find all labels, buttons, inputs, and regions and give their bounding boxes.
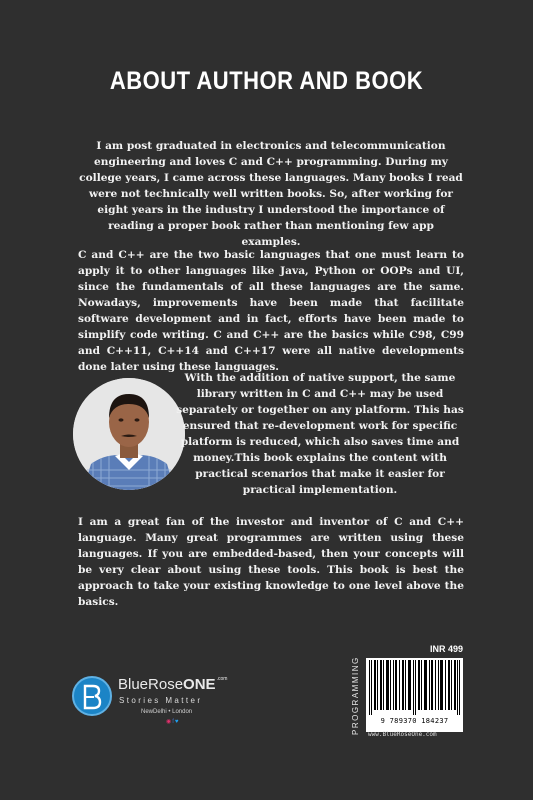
publisher-trademark: .com xyxy=(216,676,228,682)
page-title: ABOUT AUTHOR AND BOOK xyxy=(109,66,424,95)
publisher-name-part1: BlueRose xyxy=(118,676,184,693)
publisher-cities: NewDelhi • London xyxy=(141,709,193,715)
paragraph-native-support: With the addition of native support, the same library written in C and C++ may be used separately or together on any platform. This has ensured that re-development work for specific platform is reduced, which also saves time and money.This book explains the content with practical scenarios that make it easier for practical implementation. xyxy=(176,372,464,496)
publisher-tagline: Stories Matter xyxy=(119,696,203,705)
author-photo xyxy=(73,378,185,490)
social-icons xyxy=(166,718,179,725)
publisher-logo-icon xyxy=(72,676,112,716)
publisher-website: www.BlueRoseOne.com xyxy=(368,731,437,738)
paragraph-languages: C and C++ are the two basic languages that one must learn to apply it to other languages like Java, Python or OOPs and UI, since the fundamentals of all these languages are the same. Nowadays, improvements have been made that facilitate software development and in fact, efforts have been made to simplify code writing. C and C++ are the basics while C98, C99 and C++11, C++14 and C++17 were all native developments done later using these languages. xyxy=(78,249,464,373)
paragraph-closing: I am a great fan of the investor and inventor of C and C++ language. Many great programmes are written using these languages. If you are embedded-based, then your concepts will be very clear about using these tools. This book is best the approach to take your existing knowledge to one level above the basics. xyxy=(78,516,464,608)
isbn-number: 9 789370 184237 xyxy=(380,717,449,725)
publisher-name-part2: ONE xyxy=(183,676,216,693)
publisher-name xyxy=(118,676,227,693)
paragraph-author-intro: I am post graduated in electronics and telecommunication engineering and loves C and C++ programming. During my college years, I came across these languages. Many books I read were not technically well written books. So, after working for eight years in the industry I understood the importance of reading a proper book rather than mentioning few app examples. xyxy=(79,140,463,248)
instagram-icon: ◉ xyxy=(166,719,173,725)
category-label: PROGRAMMING xyxy=(351,656,360,735)
price-label: INR 499 xyxy=(430,644,464,654)
facebook-icon: f xyxy=(172,719,175,725)
twitter-icon: ♥ xyxy=(174,719,180,725)
